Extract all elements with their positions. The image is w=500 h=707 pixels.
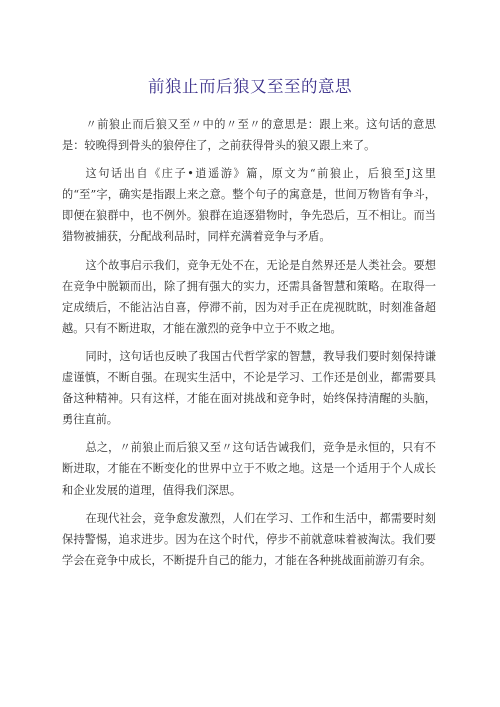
paragraph-2: 这句话出自《庄子•逍遥游》篇，原文为“前狼止，后狼至J这里的“至”字，确实是指跟上来之意。整个句子的寓意是，世间万物皆有争斗，即便在狼群中，也不例外。狼群在追逐猎物时，争先恐后，互不相让。而当猎物被捕获，分配战利品时，同样充满着竞争与矛盾。 xyxy=(62,167,436,244)
document-body xyxy=(62,114,436,578)
document-title: 前狼止而后狼又至至的意思 xyxy=(148,77,352,97)
paragraph-3: 这个故事启示我们，竞争无处不在，无论是自然界还是人类社会。要想在竞争中脱颖而出，除了拥有强大的实力，还需具备智慧和策略。在取得一定成绩后，不能沾沾自喜，停滞不前，因为对手正在虎视眈眈，时刻准备超越。只有不断进取，才能在激烈的竞争中立于不败之地。 xyxy=(62,258,436,335)
paragraph-4: 同时，这句话也反映了我国古代哲学家的智慧，教导我们要时刻保持谦虚谨慎，不断自强。在现实生活中，不论是学习、工作还是创业，都需要具备这种精神。只有这样，才能在面对挑战和竞争时，始终保持清醒的头脑，勇往直前。 xyxy=(62,349,436,427)
paragraph-5: 总之，〃前狼止而后狼又至〃这句话告诫我们，竞争是永恒的，只有不断进取，才能在不断变化的世界中立于不败之地。这是一个适用于个人成长和企业发展的道理，值得我们深思。 xyxy=(62,441,436,497)
paragraph-1: 〃前狼止而后狼又至〃中的〃至〃的意思是：跟上来。这句话的意思是：较晚得到骨头的狼停住了，之前获得骨头的狼又跟上来了。 xyxy=(62,118,436,153)
paragraph-6: 在现代社会，竞争愈发激烈，人们在学习、工作和生活中，都需要时刻保持警惕，追求进步。因为在这个时代，停步不前就意味着被淘汰。我们要学会在竞争中成长，不断提升自己的能力，才能在各种挑战面前游刃有余。 xyxy=(62,511,436,567)
